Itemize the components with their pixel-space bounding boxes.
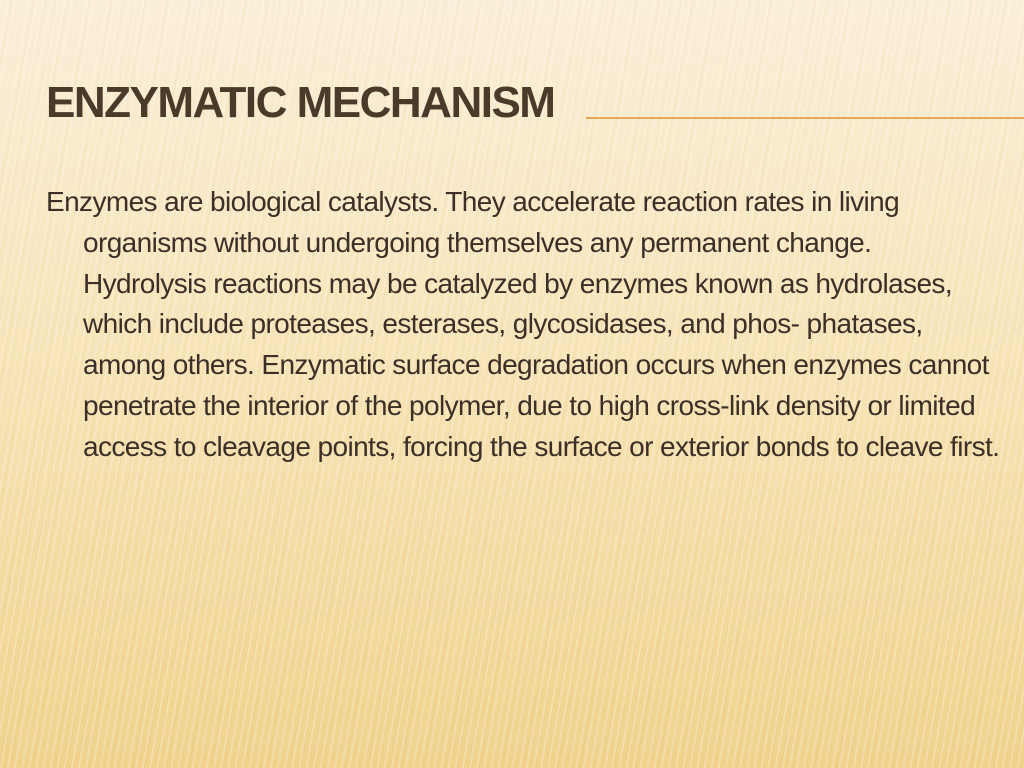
slide-body-text: Enzymes are biological catalysts. They accelerate reaction rates in living organisms without undergoing themselves any permanent change. Hydrolysis reactions may be catalyzed by enzymes known as hydrolases, which include proteases, esterases, glycosidases, and phos- phatases, among others. Enzymatic surface degradation occurs when enzymes cannot penetrate the interior of the polymer, due to high cross-link density or limited access to cleavage points, forcing the surface or exterior bonds to cleave first. [46, 186, 1000, 462]
slide-title: ENZYMATIC MECHANISM [46, 78, 555, 127]
title-underline-rule [586, 117, 1024, 119]
